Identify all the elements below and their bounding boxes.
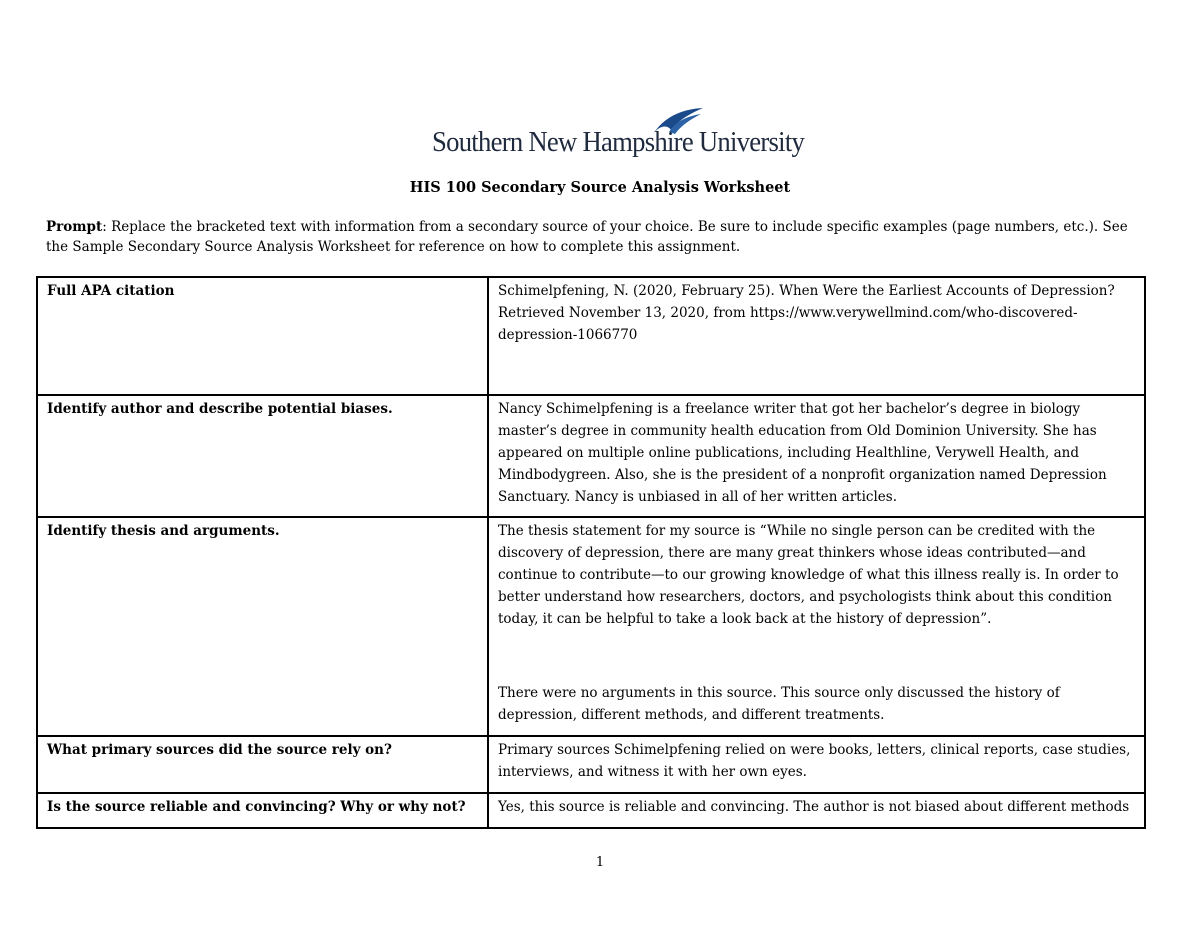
table-row (37, 395, 1145, 517)
prompt-label: Prompt (46, 219, 103, 235)
logo-wordmark: Southern New Hampshire University (432, 126, 805, 158)
answer-cell: Nancy Schimelpfening is a freelance writer that got her bachelor’s degree in biology master’s degree in community health education from Old Dominion University. She has appeared on multiple online publications, including Healthline, Verywell Health, and Mindbodygreen. Also, she is the president of a nonprofit organization named Depression Sanctuary. Nancy is unbiased in all of her written articles. (488, 395, 1145, 517)
prompt-paragraph (46, 217, 1136, 257)
thesis-text: The thesis statement for my source is “While no single person can be credited with the discovery of depression, there are many great thinkers whose ideas contributed—and continue to contribute—to our growing knowledge of what this illness really is. In order to better understand how researchers, doctors, and psychologists think about this condition today, it can be helpful to take a look back at the history of depression”. (498, 523, 1119, 627)
prompt-text: : Replace the bracketed text with information from a secondary source of your choice. Be sure to include specific examples (page numbers, etc.). See the Sample Secondary Source Analysis Worksheet for reference on how to complete this assignment. (46, 219, 1128, 255)
analysis-table (36, 276, 1146, 829)
question-cell: Identify author and describe potential biases. (37, 395, 488, 517)
answer-cell: Schimelpfening, N. (2020, February 25). When Were the Earliest Accounts of Depression? Retrieved November 13, 2020, from https://www.verywellmind.com/who-discovered-depression-1066770 (488, 277, 1145, 395)
question-cell: Identify thesis and arguments. (37, 517, 488, 736)
question-cell: What primary sources did the source rely on? (37, 736, 488, 793)
table-row (37, 793, 1145, 828)
answer-cell (488, 517, 1145, 736)
question-cell: Full APA citation (37, 277, 488, 395)
question-cell: Is the source reliable and convincing? Why or why not? (37, 793, 488, 828)
worksheet-title: HIS 100 Secondary Source Analysis Worksheet (409, 179, 791, 196)
page-number: 1 (595, 855, 605, 870)
spacer (498, 630, 1136, 682)
table-row (37, 517, 1145, 736)
arguments-text: There were no arguments in this source. This source only discussed the history of depression, different methods, and different treatments. (498, 685, 1060, 723)
university-logo (432, 106, 805, 164)
answer-cell: Yes, this source is reliable and convincing. The author is not biased about different methods (488, 793, 1145, 828)
table-row (37, 736, 1145, 793)
answer-cell: Primary sources Schimelpfening relied on were books, letters, clinical reports, case studies, interviews, and witness it with her own eyes. (488, 736, 1145, 793)
table-row (37, 277, 1145, 395)
